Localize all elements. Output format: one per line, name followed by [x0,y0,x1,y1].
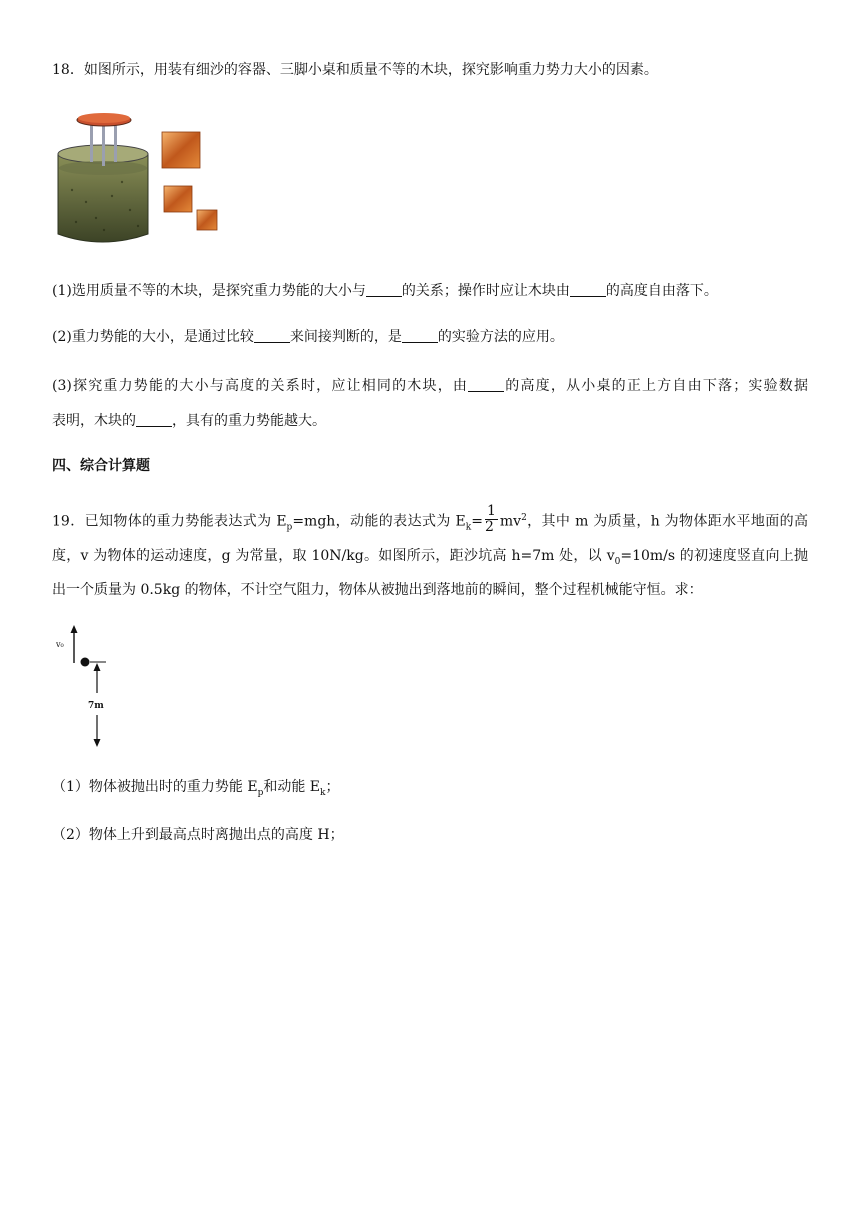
q19-sub1 [52,777,339,797]
q19-line1 [52,503,808,537]
q18-p3-text-c: 表明，木块的 [52,413,136,429]
q18-p3-text-d: ，具有的重力势能越大。 [172,413,326,429]
q19-sub1-text-c: ； [325,779,340,795]
blank[interactable] [570,282,606,297]
q18-p1-text-a: (1)选用质量不等的木块，是探究重力势能的大小与 [52,283,366,299]
blank[interactable] [254,328,290,343]
q19-text: =10m/s 的初速度竖直向上抛 [620,548,809,564]
q19-text: = [471,513,483,530]
projectile-figure [52,625,122,750]
superscript-2: 2 [521,512,527,523]
q18-stem [52,60,658,80]
blank[interactable] [468,377,504,392]
q18-part1 [52,281,718,301]
q19-sub1-text-a: （1）物体被抛出时的重力势能 E [52,779,258,795]
blank[interactable] [366,282,402,297]
q19-text: 度，v 为物体的运动速度，g 为常量，取 10N/kg。如图所示，距沙坑高 h=7m 处，以 v [52,548,615,564]
q19-line3: 出一个质量为 0.5kg 的物体，不计空气阻力，物体从被抛出到落地前的瞬间，整个过程机械能守恒。求： [52,582,703,598]
q18-p3-text-a: (3)探究重力势能的大小与高度的关系时，应让相同的木块，由 [52,378,469,394]
fraction-denominator: 2 [484,519,494,535]
q18-part2 [52,327,564,347]
subscript-k: k [320,787,326,798]
q18-p2-text-a: (2)重力势能的大小，是通过比较 [52,329,254,345]
blank[interactable] [402,328,438,343]
subscript-p: p [257,787,264,798]
sand-table-figure [52,110,224,250]
v0-label: v₀ [56,640,64,649]
subscript-0: 0 [614,556,621,567]
fraction-numerator: 1 [486,503,496,519]
q18-stem-text: 如图所示，用装有细沙的容器、三脚小桌和质量不等的木块，探究影响重力势力大小的因素。 [83,62,658,78]
blank[interactable] [136,412,172,427]
q19-sub2: （2）物体上升到最高点时离抛出点的高度 H； [52,827,344,843]
q19-text: ，其中 m 为质量，h 为物体距水平地面的高 [526,513,808,530]
q19-line2 [52,546,808,566]
q19-text: mv [499,513,522,530]
q18-p2-text-c: 的实验方法的应用。 [437,329,564,345]
q19-sub1-text-b: 和动能 E [263,779,321,795]
q18-p1-text-c: 的高度自由落下。 [605,283,718,299]
q18-p2-text-b: 来间接判断的，是 [289,329,402,345]
q18-part3-line2 [52,411,326,431]
section-title: 四、综合计算题 [52,458,150,474]
q18-p1-text-b: 的关系；操作时应让木块由 [401,283,570,299]
q18-p3-text-b: 的高度，从小桌的正上方自由下落；实验数据 [504,378,808,394]
fraction-one-half [485,504,498,535]
q19-text: =mgh，动能的表达式为 E [292,513,466,530]
q19-text: 19．已知物体的重力势能表达式为 E [52,513,287,530]
height-label: 7m [88,701,104,711]
subscript-p: p [286,522,293,533]
q18-part3-line1 [52,376,808,396]
q18-number: 18． [52,62,84,78]
subscript-k: k [465,522,472,533]
